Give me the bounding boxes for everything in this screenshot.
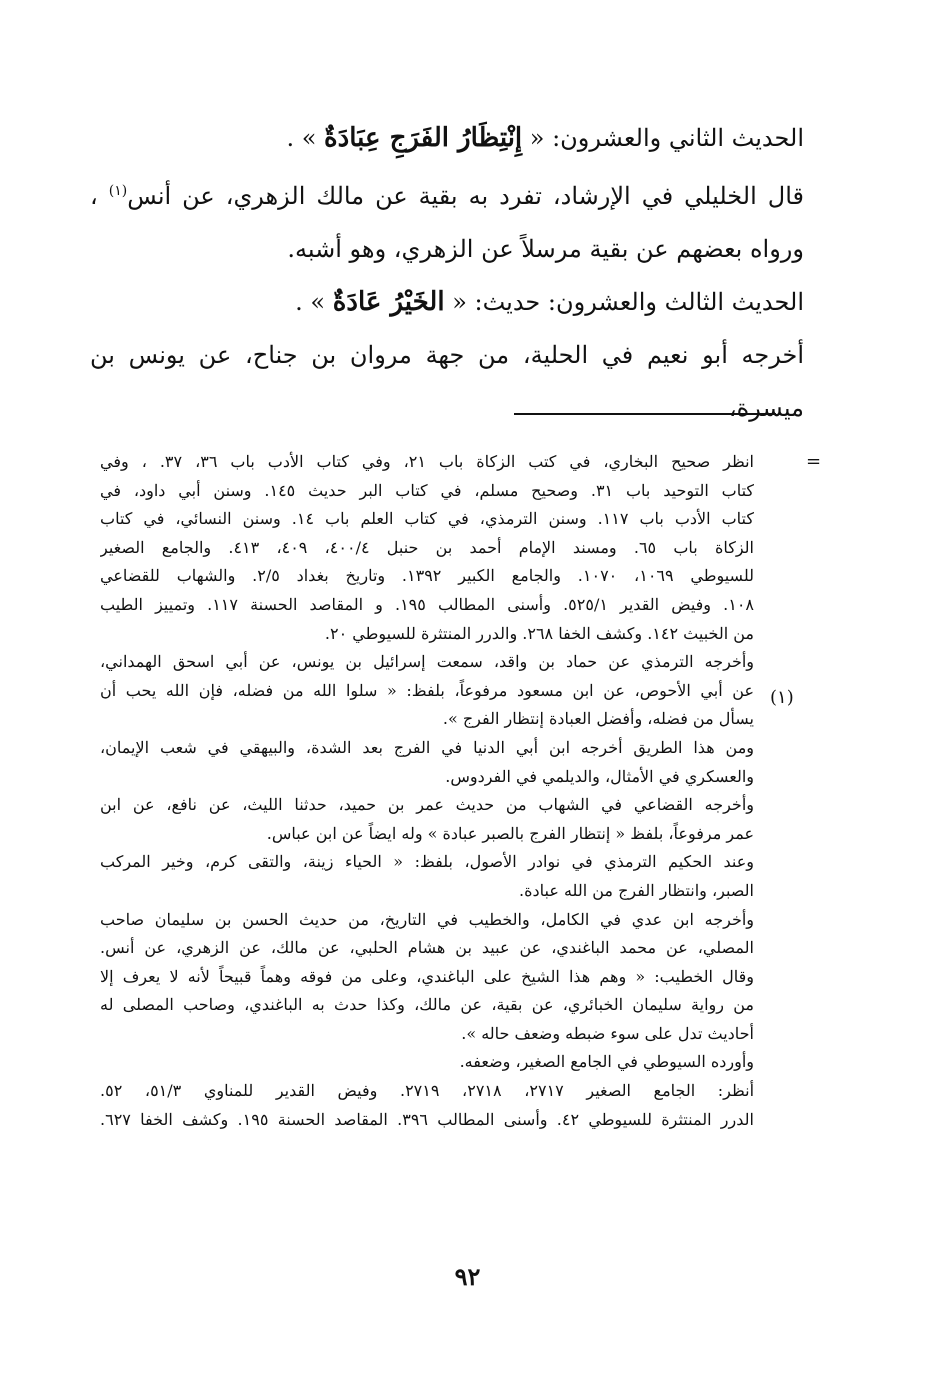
footnote-line: الزكاة باب ٦٥. ومسند الإمام أحمد بن حنبل ٤٠٠/٤، ٤٠٩، ٤١٣. والجامع الصغير bbox=[100, 537, 754, 557]
footnote-line: للسيوطي ١٠٦٩، ١٠٧٠. والجامع الكبير ١٣٩٢. وتاريخ بغداد ٢/٥. والشهاب للقضاعي bbox=[100, 566, 754, 586]
footnote-line: وأخرجه ابن عدي في الكامل، والخطيب في التاريخ، من حديث الحسن بن سليمان صاحب bbox=[100, 909, 754, 929]
continuation-marker: = bbox=[806, 451, 822, 472]
footnote-number: (١) bbox=[770, 687, 794, 708]
footnote-line: وأخرجه القضاعي في الشهاب من حديث عمر بن حميد، حدثنا الليث، عن نافع، عن ابن bbox=[100, 795, 754, 815]
footnote-line: كتاب التوحيد باب ٣١. وصحيح مسلم، في كتاب البر حديث ١٤٥. وسنن أبي داود، في bbox=[100, 480, 754, 500]
main-line: قال الخليلي في الإرشاد، تفرد به بقية عن مالك الزهري، عن أنس$^{(١)}$ ، bbox=[90, 182, 804, 210]
footnote-line: انظر صحيح البخاري، في كتب الزكاة باب ٢١، وفي كتاب الأدب باب ٣٦، ٣٧. ، وفي bbox=[100, 452, 754, 471]
footnote-line: من رواية سليمان الخبائري، عن بقية، عن مالك، وكذا حدث به الباغندي، وصاحب المصلى له bbox=[100, 995, 754, 1015]
heading-suffix: » . bbox=[295, 288, 333, 316]
footnotes bbox=[100, 448, 754, 1134]
hadith-23-heading bbox=[90, 276, 804, 329]
page-number: ٩٢ bbox=[454, 1262, 481, 1291]
main-text bbox=[90, 112, 804, 435]
hadith-text: الخَيْرُ عَادَةٌ bbox=[332, 287, 445, 317]
footnote-line: يسأل من فضله، وأفضل العبادة إنتظار الفرج ». bbox=[442, 709, 754, 729]
main-line: أخرجه أبو نعيم في الحلية، من جهة مروان بن جناح، عن يونس بن ميسرة، bbox=[90, 341, 804, 422]
heading-suffix: » . bbox=[286, 124, 325, 152]
footnote-line: عن أبي الأحوص، عن ابن مسعود مرفوعاً، بلفظ: « سلوا الله من فضله، فإن الله يحب أن bbox=[100, 680, 754, 700]
footnote-line: المصلي، عن محمد الباغندي، عن عبيد بن هشام الحلبي، عن مالك، عن الزهري، عن أنس. bbox=[100, 938, 754, 958]
footnote-line: وأورده السيوطي في الجامع الصغير، وضعفه. bbox=[459, 1052, 754, 1072]
footnote-line: وقال الخطيب: « وهم هذا الشيخ على الباغندي، وعلى من فوقه وهماً قبيحاً لأنه لا يعرف إلا bbox=[100, 966, 754, 986]
footnote-line: وأخرجه الترمذي عن حماد بن واقد، سمعت إسرائيل بن يونس، عن أبي اسحق الهمداني، bbox=[100, 652, 754, 672]
footnote-separator bbox=[514, 413, 776, 415]
heading-prefix: الحديث الثاني والعشرون: « bbox=[522, 124, 804, 152]
footnote-line: أحاديث تدل على سوء ضبطه وضعف حاله ». bbox=[461, 1023, 754, 1043]
hadith-22-heading bbox=[90, 112, 804, 165]
hadith-text: إِنْتِظَارُ الفَرَجِ عِبَادَةٌ bbox=[324, 123, 523, 153]
footnote-line: الصبر، وانتظار الفرج من الله عبادة. bbox=[519, 880, 754, 900]
footnote-reference: (١) bbox=[108, 183, 128, 199]
footnote-line: والعسكري في الأمثال، والديلمي في الفردوس. bbox=[445, 766, 754, 786]
footnote-line: ومن هذا الطريق أخرجه ابن أبي الدنيا في الفرج بعد الشدة، والبيهقي في شعب الإيمان، bbox=[100, 737, 754, 757]
footnote-line: أنظر: الجامع الصغير ٢٧١٧، ٢٧١٨، ٢٧١٩. وفيض القدير للمناوي ٥١/٣، ٥٢. bbox=[100, 1081, 754, 1101]
main-line: ورواه بعضهم عن بقية مرسلاً عن الزهري، وهو أشبه. bbox=[287, 235, 804, 263]
footnote-line: عمر مرفوعاً، بلفظ « إنتظار الفرج بالصبر عبادة » وله ايضاً عن ابن عباس. bbox=[266, 823, 754, 843]
footnote-line: من الخبيث ١٤٢. وكشف الخفا ٢٦٨. والدرر المنتثرة للسيوطي ٢٠. bbox=[324, 623, 754, 643]
footnote-line: ١٠٨. وفيض القدير ٥٢٥/١. وأسنى المطالب ١٩٥. و المقاصد الحسنة ١١٧. وتمييز الطيب bbox=[100, 594, 754, 614]
footnote-line: كتاب الأدب باب ١١٧. وسنن الترمذي، في كتاب العلم باب ١٤. وسنن النسائي، في كتاب bbox=[100, 509, 754, 529]
heading-prefix: الحديث الثالث والعشرون: حديث: « bbox=[444, 288, 804, 316]
footnote-line: الدرر المنتثرة للسيوطي ٤٢. وأسنى المطالب ٣٩٦. المقاصد الحسنة ١٩٥. وكشف الخفا ٦٢٧. bbox=[100, 1109, 754, 1129]
footnote-line: وعند الحكيم الترمذي في نوادر الأصول، بلفظ: « الحياء زينة، والتقى كرم، وخير المركب bbox=[100, 852, 754, 872]
